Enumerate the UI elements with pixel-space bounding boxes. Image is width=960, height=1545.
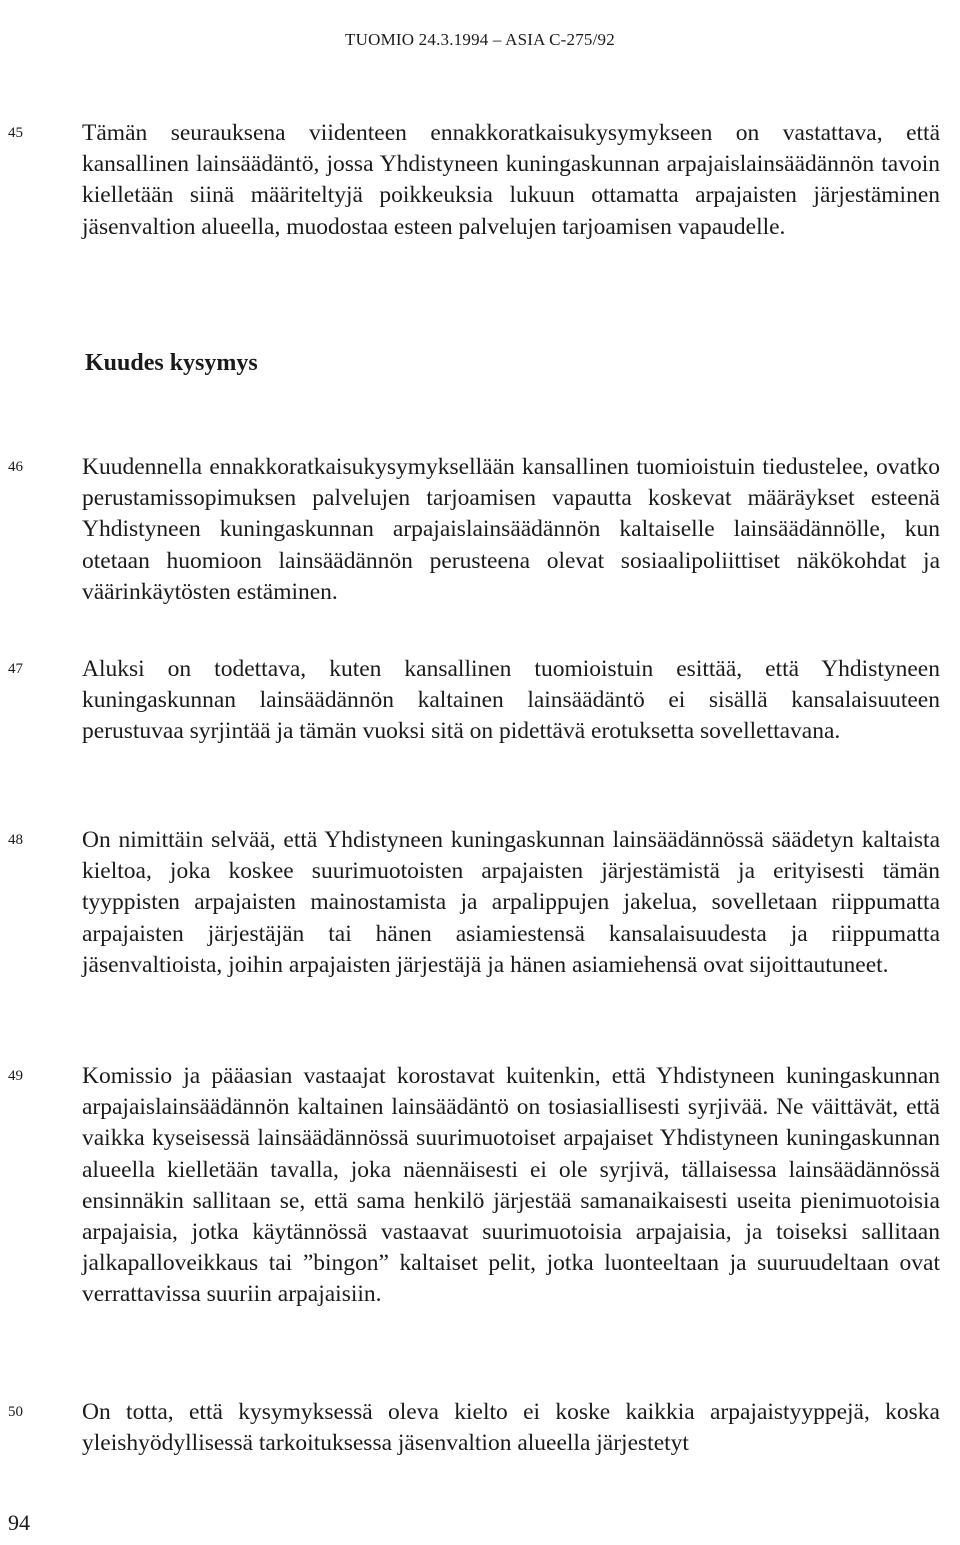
page-number: 94: [8, 1510, 30, 1535]
paragraph-number: 49: [8, 1068, 23, 1084]
section-heading: Kuudes kysymys: [85, 350, 258, 376]
paragraph-49: Komissio ja pääasian vastaajat korostavat kuitenkin, että Yhdistyneen kuningaskunnan arpajaislainsäädännön kaltainen lainsäädäntö on tosiasiallisesti syrjivää. Ne väittävät, että vaikka kyseisessä lainsäädännössä suurimuotoiset arpajaiset Yhdistyneen kuningaskunnan alueella kielletään tavalla, joka näennäisesti ei ole syrjivä, tällaisessa lainsäädännössä ensinnäkin sallitaan se, että sama henkilö järjestää samanaikaisesti useita pienimuotoisia arpajaisia, jotka käytännössä vastaavat suurimuotoisia arpajaisia, ja toiseksi sallitaan jalkapalloveikkaus tai ”bingon” kaltaiset pelit, jotka luonteeltaan ja suuruudeltaan ovat verrattavissa suuriin arpajaisiin.: [82, 1063, 940, 1308]
paragraph-47: Aluksi on todettava, kuten kansallinen tuomioistuin esittää, että Yhdistyneen kuningaskunnan lainsäädännön kaltainen lainsäädäntö ei sisällä kansalaisuuteen perustuvaa syrjintää ja tämän vuoksi sitä on pidettävä erotuksetta sovellettavana.: [82, 656, 940, 745]
paragraph-number: 46: [8, 459, 23, 475]
paragraph-number: 50: [8, 1404, 23, 1420]
running-header: TUOMIO 24.3.1994 – ASIA C-275/92: [345, 30, 615, 49]
paragraph-45: Tämän seurauksena viidenteen ennakkoratkaisukysymykseen on vastattava, että kansallinen lainsäädäntö, jossa Yhdistyneen kuningaskunnan arpajaislainsäädännön tavoin kielletään siinä määriteltyjä poikkeuksia lukuun ottamatta arpajaisten järjestäminen jäsenvaltion alueella, muodostaa esteen palvelujen tarjoamisen vapaudelle.: [82, 120, 940, 240]
paragraph-number: 45: [8, 125, 23, 141]
paragraph-number: 47: [8, 661, 23, 677]
paragraph-46: Kuudennella ennakkoratkaisukysymyksellään kansallinen tuomioistuin tiedustelee, ovatko perustamissopimuksen palvelujen tarjoamisen vapautta koskevat määräykset esteenä Yhdistyneen kuningaskunnan arpajaislainsäädännön kaltaiselle lainsäädännölle, kun otetaan huomioon lainsäädännön perusteena olevat sosiaalipoliittiset näkökohdat ja väärinkäytösten estäminen.: [82, 454, 940, 605]
paragraph-number: 48: [8, 832, 23, 848]
paragraph-48: On nimittäin selvää, että Yhdistyneen kuningaskunnan lainsäädännössä säädetyn kaltaista kieltoa, joka koskee suurimuotoisten arpajaisten järjestämistä ja erityisesti tämän tyyppisten arpajaisten mainostamista ja arpalippujen jakelua, sovelletaan riippumatta arpajaisten järjestäjän tai hänen asiamiestensä kansalaisuudesta ja riippumatta jäsenvaltioista, joihin arpajaisten järjestäjä ja hänen asiamiehensä ovat sijoittautuneet.: [82, 827, 940, 978]
paragraph-50: On totta, että kysymyksessä oleva kielto ei koske kaikkia arpajaistyyppejä, koska yleishyödyllisessä tarkoituksessa jäsenvaltion alueella järjestetyt: [82, 1399, 940, 1457]
